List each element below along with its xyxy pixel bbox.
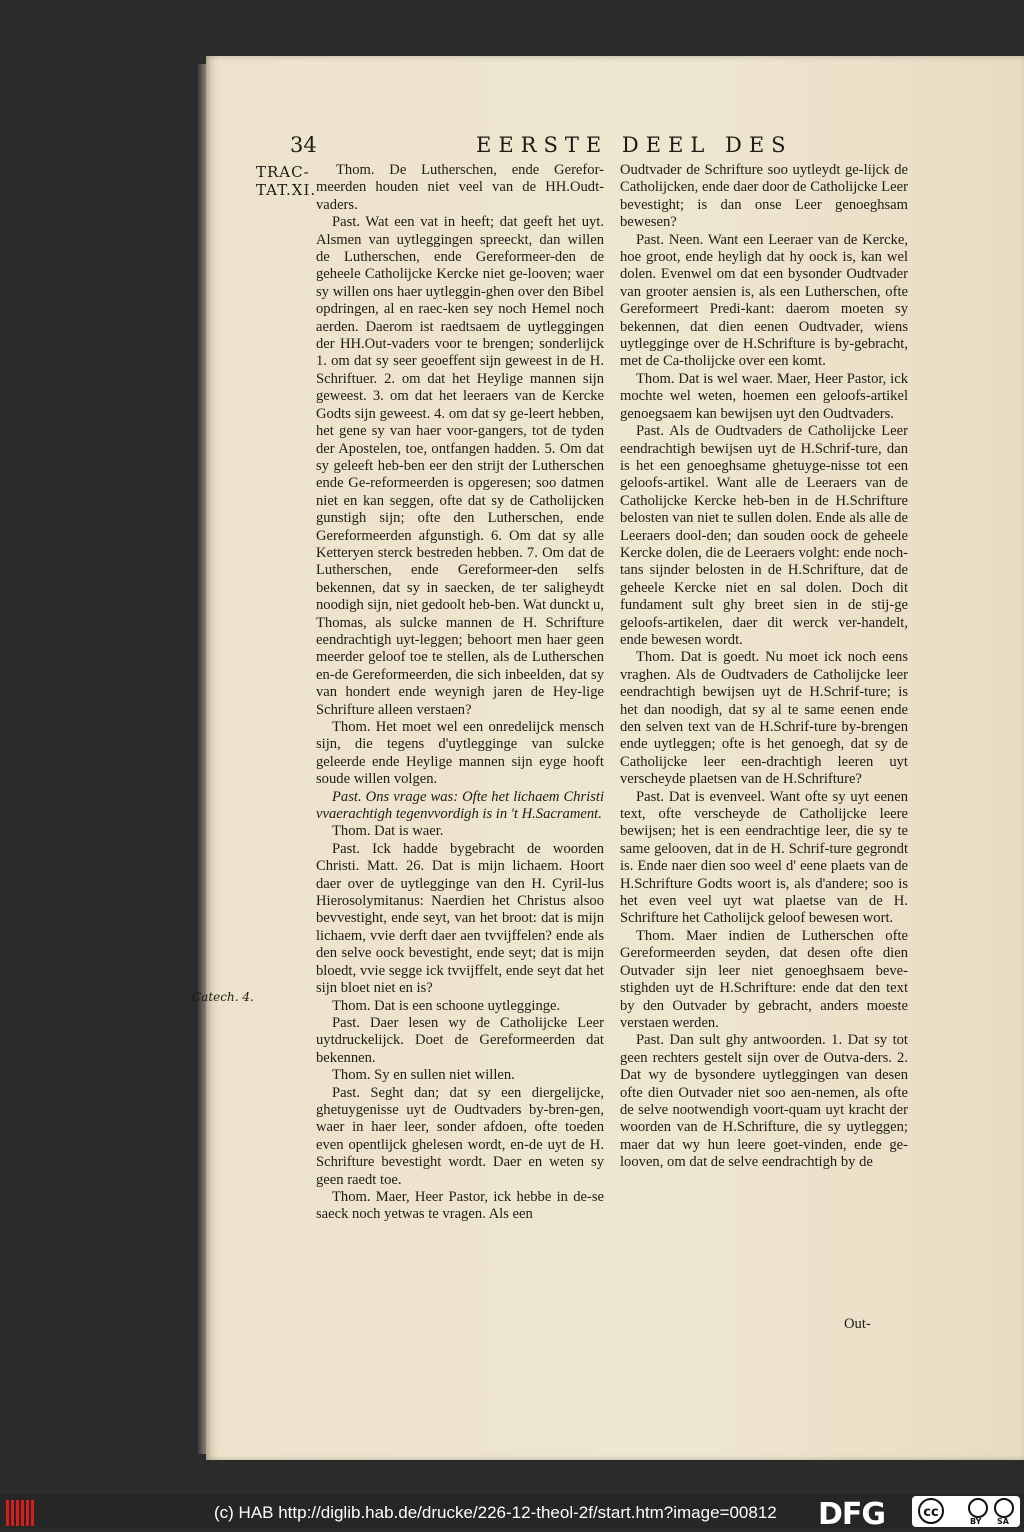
running-head: [290, 133, 1010, 163]
paragraph: Thom. Het moet wel een onredelijck mensch sijn, die tegens d'uytlegginge van sulcke geleerde ende Heylige mannen sijn eyge hooft soude willen volgen.: [316, 719, 604, 788]
paragraph: Thom. Dat is een schoone uytlegginge.: [332, 997, 561, 1014]
catchword: Out-: [844, 1316, 871, 1332]
paragraph: Past. Ick hadde bygebracht de woorden Christi. Matt. 26. Dat is mijn lichaem. Hoort daer over de uytlegginge van den H. Cyril-lus Hierosolymitanus: Naerdien het Christus alsoo bevvestight, ende seyt, van het broot: dat is mijn lichaem, vvie derft daer aen tvvijffelen? ende als den selve oock bevestight, ende seyt; dat is mijn bloedt, vvie segge ick tvvijffelt, ende seyt dat het sijn bloet niet en is?: [316, 840, 604, 997]
paragraph: Thom. Dat is goedt. Nu moet ick noch eens vraghen. Als de Oudtvaders de Catholijcke leer eendrachtigh bewijsen uyt de H.Schrif-ture; is het dan noodigh, dat sy al te same eenen ende den selven text van de H.Schrif-ture by-brengen ende uytleggen; ofte is het genoegh, dat sy de Catholijcke leer een-drachtigh leeren uyt verscheyde plaetsen van de H.Schrifture?: [620, 649, 908, 788]
running-title: EERSTE DEEL DES: [476, 133, 793, 157]
paragraph: Past. Dat is evenveel. Want ofte sy uyt eenen text, ofte verscheyde de Catholijcke leere bewijsen; het is een eendrachtige leer, die sy te same gelooven, dat in de H. Schrif-ture gegrondt is. Ende naer dien soo weel d' eene plaets van de H.Schrifture Godts woort is, als d'andere; soo is het even veel uyt wat plaetse van de H. Schrifture het Catholijck geloof bewesen wort.: [620, 788, 908, 927]
library-logo-icon: [6, 1500, 40, 1526]
paragraph: Thom. Sy en sullen niet willen.: [332, 1067, 515, 1084]
page-number: 34: [290, 133, 317, 157]
margin-note-line: TAT.XI.: [256, 181, 317, 199]
paragraph: Thom. Dat is wel waer. Maer, Heer Pastor, ick mochte wel weten, hoemen een geloofs-artikel genoegsaem kan bewijsen uyt den Oudtvaders.: [620, 370, 908, 422]
dfg-logo: DFG: [818, 1497, 886, 1532]
cc-license-badge[interactable]: [912, 1496, 1020, 1527]
paragraph: Past. Daer lesen wy de Catholijcke Leer uytdruckelijck. Doet de Gereformeerden dat bekennen.: [316, 1014, 604, 1066]
margin-note-catech: Catech. 4.: [192, 990, 254, 1004]
paragraph: Past. Seght dan; dat sy een diergelijcke, ghetuygenisse uyt de Oudtvaders by-bren-gen, waer in haer leer, sonder afdoen, ofte toeden even opentlijck ghelesen wordt, en-de uyt de H. Schrifture bevestight wordt. Daer en weten sy geen raedt toe.: [316, 1084, 604, 1188]
by-icon: [968, 1498, 988, 1518]
by-label: BY: [970, 1517, 982, 1526]
right-column: [620, 162, 908, 1172]
paragraph: Thom. De Lutherschen, ende Gerefor-meerden houden niet veel van de HH.Oudt-vaders.: [316, 162, 604, 213]
paragraph: Past. Wat een vat in heeft; dat geeft het uyt. Alsmen van uytleggingen spreeckt, dan willen de Lutherschen, ende Gereformeer-den de geheele Catholijcke Kercke niet ge-looven; waer sy willen ons haer uytleggin-ghen over den Bibel opdringen, al en raec-ken sey noch Hemel noch aerden. Daerom ist raedtsaem de uytleggingen der HH.Out-vaders voor te brengen; sonderlijck 1. om dat sy seer geoeffent sijn geweest in de H. Schriftuer. 2. om dat het Heylige mannen sijn geweest. 3. om dat het leeraers van de Kercke Godts sijn geweest. 4. om dat sy ge-leert hebben, het gene sy van haer voor-gangers, tot de tyden der Apostelen, toe, ontfangen hadden. 5. Om dat sy geleeft heb-ben eer den strijt der Lutherschen ende Ge-reformeerden is opgeresen; soo datmen niet en kan seggen, ofte dat sy de Catholijcken gunstigh sijn; ofte den Lutherschen, ende Gereformeerden afgunstigh. 6. Om dat sy alle Ketteryen sterck bestreden hebben. 7. Om dat de Lutherschen, ende Gereformeer-den selfs bekennen, dat sy in saecken, de ter saligheydt noodigh sijn, niet gedoolt heb-ben. Wat dunckt u, Thomas, als sulcke mannen de H. Schrifture eendrachtigh uyt-leggen; behoort men haer geen meerder geloof toe te stellen, als de Lutherschen en-de Gereformeerden, die sich inbeelden, dat sy van hondert ende weynigh jaren de Hey-lige Schrifture alleen verstaen?: [316, 214, 604, 718]
paragraph: Past. Dan sult ghy antwoorden. 1. Dat sy tot geen rechters gestelt sijn over de Outva-ders. 2. Dat wy de bysondere uytleggingen van desen ofte dien Outvader niet soo aen-nemen, als ofte de selve nootwendigh voort-quam uyt kracht der woorden van de H.Schrifture, die sy uytleggen; maer dat wy hun leere goet-vinden, ende ge-looven, om dat de selve eendrachtigh by de: [620, 1032, 908, 1171]
copyright-link[interactable]: (c) HAB http://diglib.hab.de/drucke/226-12-theol-2f/start.htm?image=00812: [214, 1503, 777, 1522]
paragraph: Thom. Dat is waer.: [332, 823, 444, 840]
viewer-footer: [0, 1494, 1024, 1532]
left-column: [316, 162, 604, 1224]
paragraph: Past. Neen. Want een Leeraer van de Kercke, hoe groot, ende heyligh dat hy oock is, kan wel dolen. Evenwel om dat een bysonder Oudtvader van grooter aensien is, als een Lutherschen, ofte Gereformeert Predi-kant: daerom moeten sy bekennen, dat dien eenen Oudtvader, wiens uytlegginge over de H.Schrifture is by-gebracht, met de Ca-tholijcke over een komt.: [620, 231, 908, 370]
margin-note-line: TRAC-: [256, 163, 310, 181]
sa-label: SA: [997, 1517, 1009, 1526]
paragraph: Thom. Maer, Heer Pastor, ick hebbe in de-se saeck noch yetwas te vragen. Als een: [316, 1188, 604, 1223]
paragraph: Oudtvader de Schrifture soo uytleydt ge-lijck de Catholijcken, ende daer door de Catholijcke Leer bevestight; is dan onse Leer genoeghsam bewesen?: [620, 162, 908, 231]
cc-icon: cc: [918, 1498, 944, 1524]
sa-icon: [994, 1498, 1014, 1518]
paragraph: Thom. Maer indien de Lutherschen ofte Gereformeerden seyden, dat desen ofte dien Outvader sijn leer niet genoeghsaem beve-stighden uyt de H.Schrifture: ende dat den text by den Outvader by gebracht, anders moeste verstaen werden.: [620, 927, 908, 1031]
paragraph: Past. Ons vrage was: Ofte het lichaem Christi vvaerachtigh tegenvvordigh is in 't H.Sacrament.: [316, 788, 604, 823]
margin-note-tractaat: [256, 163, 316, 199]
book-page: [192, 56, 1024, 1460]
paragraph: Past. Als de Oudtvaders de Catholijcke Leer eendrachtigh bewijsen uyt de H.Schrif-ture, dan is het een genoeghsame ghetuyge-nisse tot een geloofs-artikel. Want alle de Leeraers van de Catholijcke Kercke heb-ben in de H.Schrifture belosten van niet te sullen dolen. Ende als alle de Leeraers dool-den; dan souden oock de geheele Kercke dolen, die de Leeraers volght: ende noch-tans sijnder belosten in de H.Schrifture, dat de geheele Kercke niet en sal dolen. Doch dit fundament sult ghy breet sien in de stij-ge geloofs-artikelen, daer dit werck ver-handelt, ende bewesen wordt.: [620, 423, 908, 648]
